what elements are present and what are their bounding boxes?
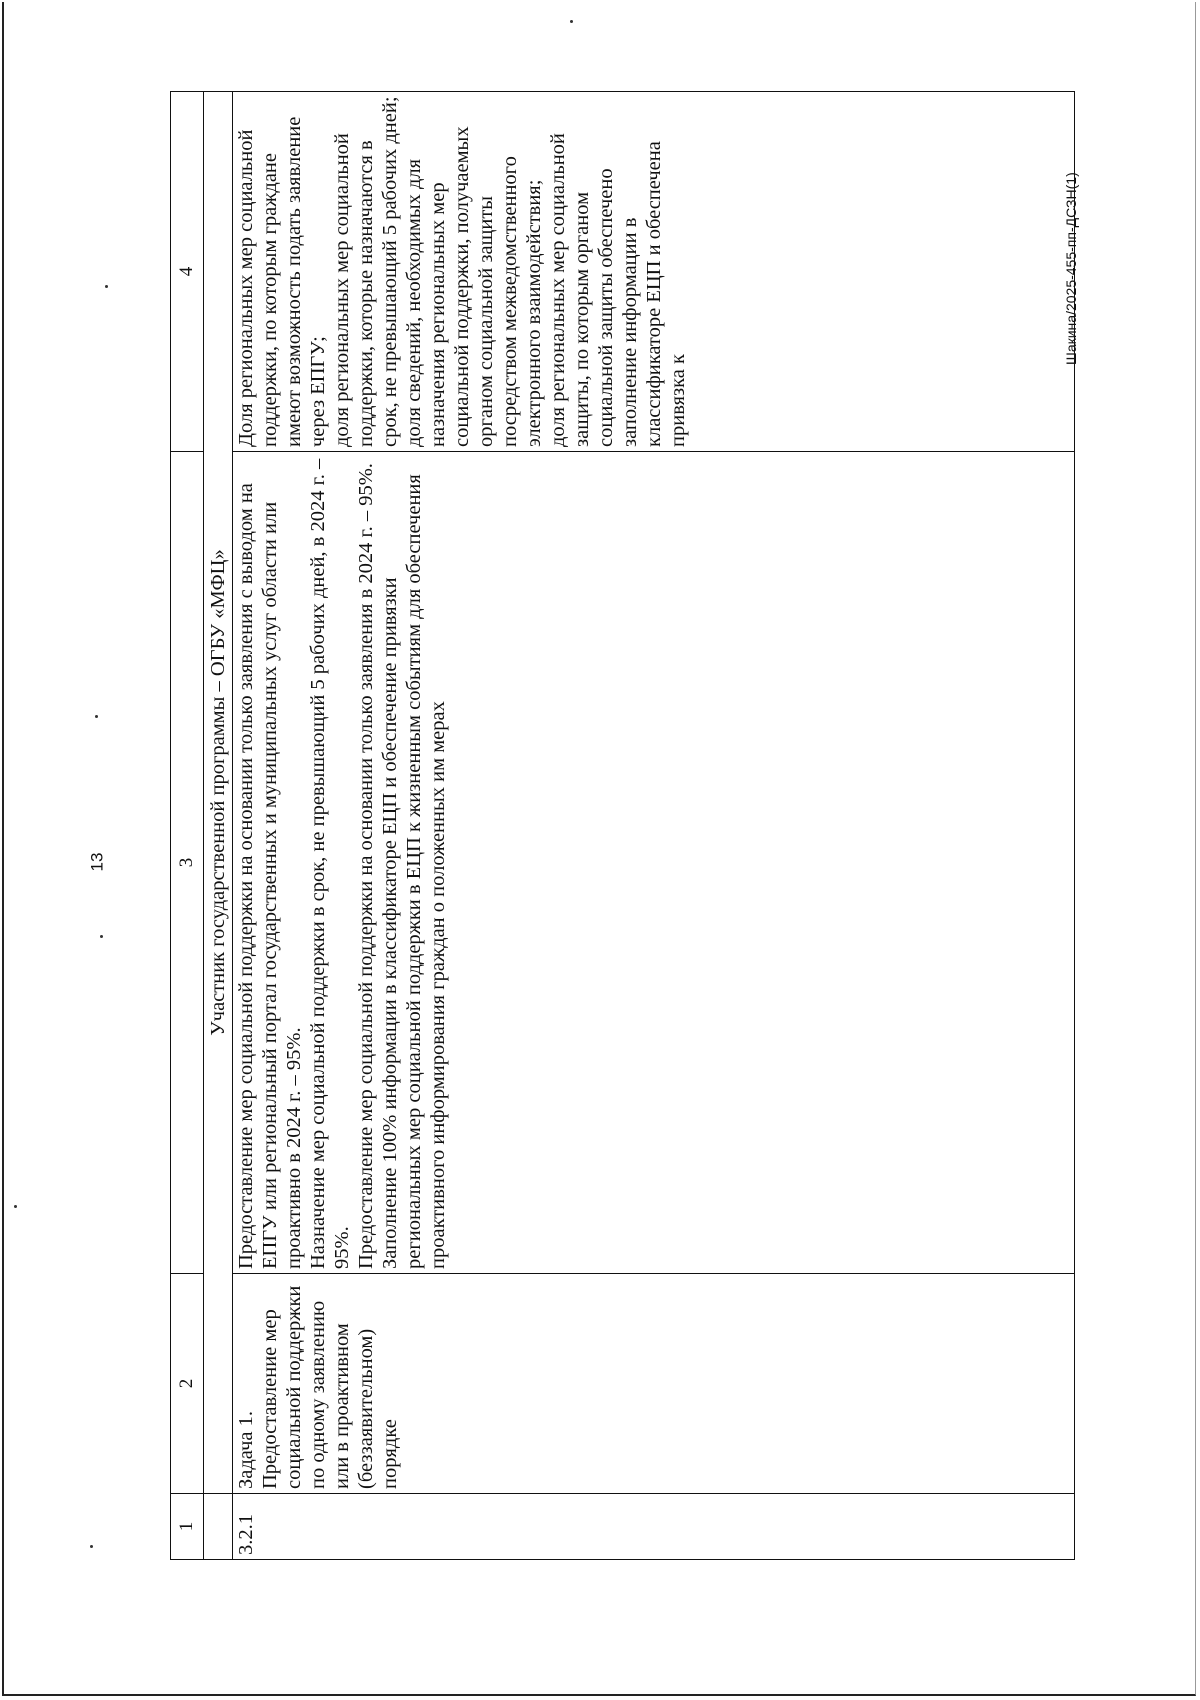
rotated-table-wrapper <box>170 92 1075 1560</box>
section-row <box>204 92 233 1560</box>
column-number: 2 <box>171 1274 204 1494</box>
result-item: Заполнение 100% информации в классификаторе ЕЦП и обеспечение привязки региональных мер социальной поддержки в ЕЦП к жизненным событиям для обеспечения проактивного информирования граждан о положенных им мерах <box>379 474 449 1269</box>
result-item: Назначение мер социальной поддержки в срок, не превышающий 5 рабочих дней, в 2024 г. – 95%. <box>307 458 353 1269</box>
task-text: Предоставление мер социальной поддержки по одному заявлению или в проактивном (беззаявительном) порядке <box>259 1285 401 1489</box>
section-title: Участник государственной программы – ОГБУ «МФЦ» <box>204 92 233 1494</box>
task-title: Задача 1. <box>235 1411 257 1489</box>
indicator-item: доля региональных мер социальной поддержки, которые назначаются в срок, не превышающий 5 рабочих дней; <box>331 96 401 447</box>
scan-speck <box>95 715 98 718</box>
column-number: 3 <box>171 452 204 1274</box>
indicators-cell <box>233 92 1075 452</box>
scan-speck <box>14 1205 17 1208</box>
section-spacer-cell <box>204 1494 233 1560</box>
document-id: Шакина/2025-455-пп-ДСЗН(1) <box>1063 172 1079 365</box>
table-row <box>233 92 1075 1560</box>
scan-speck <box>570 20 573 23</box>
result-item: Предоставление мер социальной поддержки на основании только заявления в 2024 г. – 95%. <box>355 463 377 1269</box>
scan-speck <box>90 1545 93 1548</box>
row-number: 3.2.1 <box>233 1494 1075 1560</box>
indicator-item: доля региональных мер социальной защиты, по которым органом социальной защиты обеспечено заполнение информации в классификаторе ЕЦП и обеспечена привязка к <box>547 133 689 447</box>
program-table <box>170 91 1075 1560</box>
result-item: Предоставление мер социальной поддержки на основании только заявления с выводом на ЕПГУ или региональный портал государственных и муниципальных услуг области или проактивно в 2024 г. – 95%. <box>235 483 305 1269</box>
results-cell <box>233 452 1075 1274</box>
page-number: 13 <box>87 852 107 872</box>
column-number-row <box>171 92 204 1560</box>
scan-speck <box>100 935 103 938</box>
scan-speck <box>105 285 108 288</box>
task-cell <box>233 1274 1075 1494</box>
column-number: 4 <box>171 92 204 452</box>
indicator-item: Доля региональных мер социальной поддержки, по которым граждане имеют возможность подать заявление через ЕПГУ; <box>235 116 329 447</box>
indicator-item: доля сведений, необходимых для назначения региональных мер социальной поддержки, получаемых органом социальной защиты посредством межведомственного электронного взаимодействия; <box>403 126 545 447</box>
column-number: 1 <box>171 1494 204 1560</box>
